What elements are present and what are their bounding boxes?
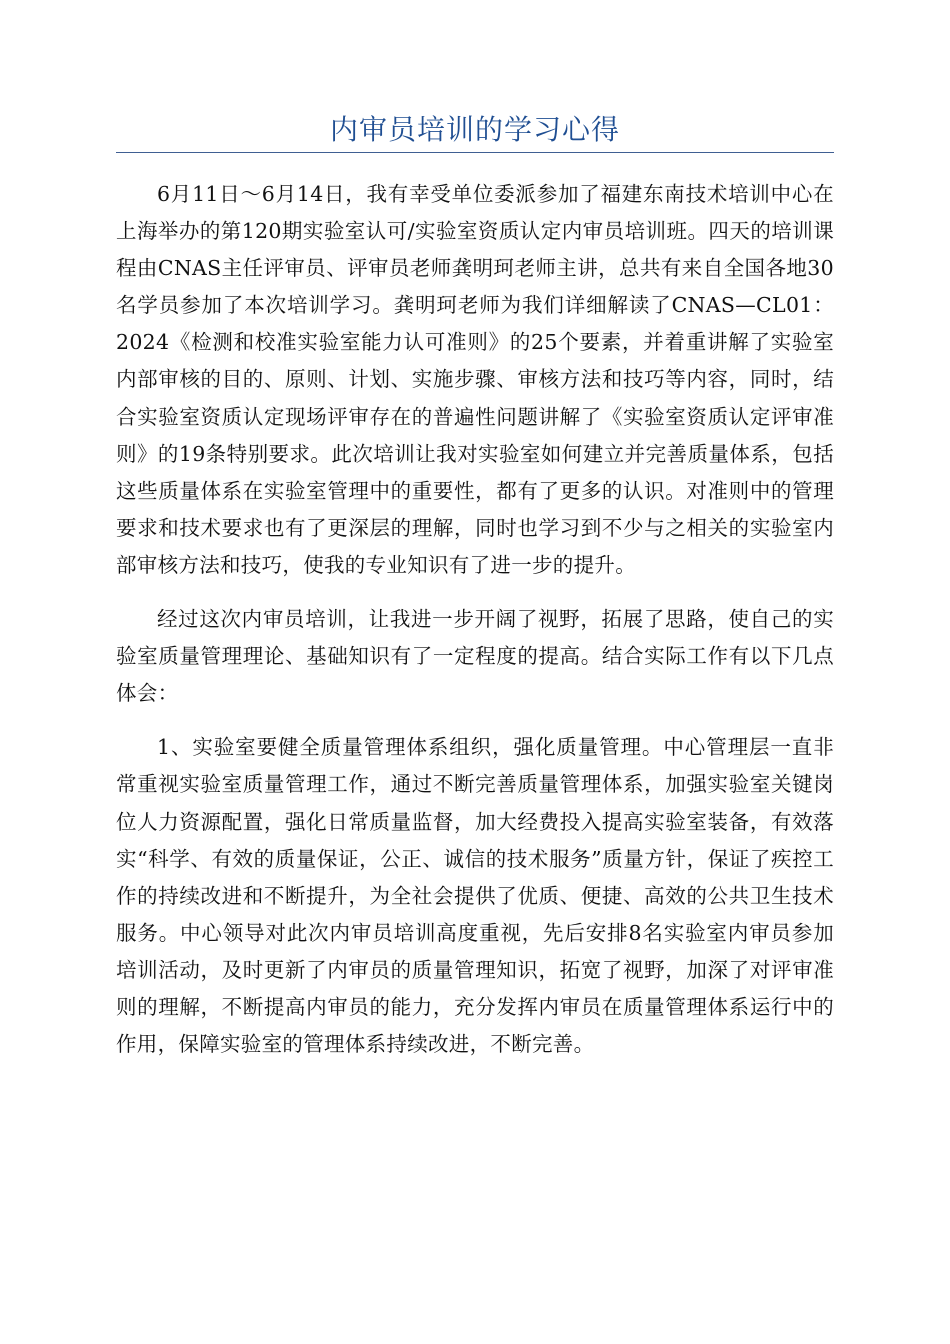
paragraph-experience: 经过这次内审员培训，让我进一步开阔了视野，拓展了思路，使自己的实验室质量管理理论、基础知识有了一定程度的提高。结合实际工作有以下几点体会： (116, 607, 834, 706)
document-title: 内审员培训的学习心得 (329, 113, 620, 146)
paragraph-point-1: 1、实验室要健全质量管理体系组织，强化质量管理。中心管理层一直非常重视实验室质量管理工作，通过不断完善质量管理体系，加强实验室关键岗位人力资源配置，强化日常质量监督，加大经费投入提高实验室装备，有效落实“科学、有效的质量保证，公正、诚信的技术服务”质量方针，保证了疾控工作的持续改进和不断提升，为全社会提供了优质、便捷、高效的公共卫生技术服务。中心领导对此次内审员培训高度重视，先后安排8名实验室内审员参加培训活动，及时更新了内审员的质量管理知识，拓宽了视野，加深了对评审准则的理解，不断提高内审员的能力，充分发挥内审员在质量管理体系运行中的作用，保障实验室的管理体系持续改进，不断完善。 (116, 735, 834, 1057)
paragraph-intro: 6月11日～6月14日，我有幸受单位委派参加了福建东南技术培训中心在上海举办的第120期实验室认可/实验室资质认定内审员培训班。四天的培训课程由CNAS主任评审员、评审员老师龚明珂老师主讲，总共有来自全国各地30名学员参加了本次培训学习。龚明珂老师为我们详细解读了CNAS—CL01：2024《检测和校准实验室能力认可准则》的25个要素，并着重讲解了实验室内部审核的目的、原则、计划、实施步骤、审核方法和技巧等内容，同时，结合实验室资质认定现场评审存在的普遍性问题讲解了《实验室资质认定评审准则》的19条特别要求。此次培训让我对实验室如何建立并完善质量体系，包括这些质量体系在实验室管理中的重要性，都有了更多的认识。对准则中的管理要求和技术要求也有了更深层的理解，同时也学习到不少与之相关的实验室内部审核方法和技巧，使我的专业知识有了进一步的提升。 (116, 182, 834, 577)
title-block (116, 112, 834, 153)
document-body (116, 176, 834, 1080)
